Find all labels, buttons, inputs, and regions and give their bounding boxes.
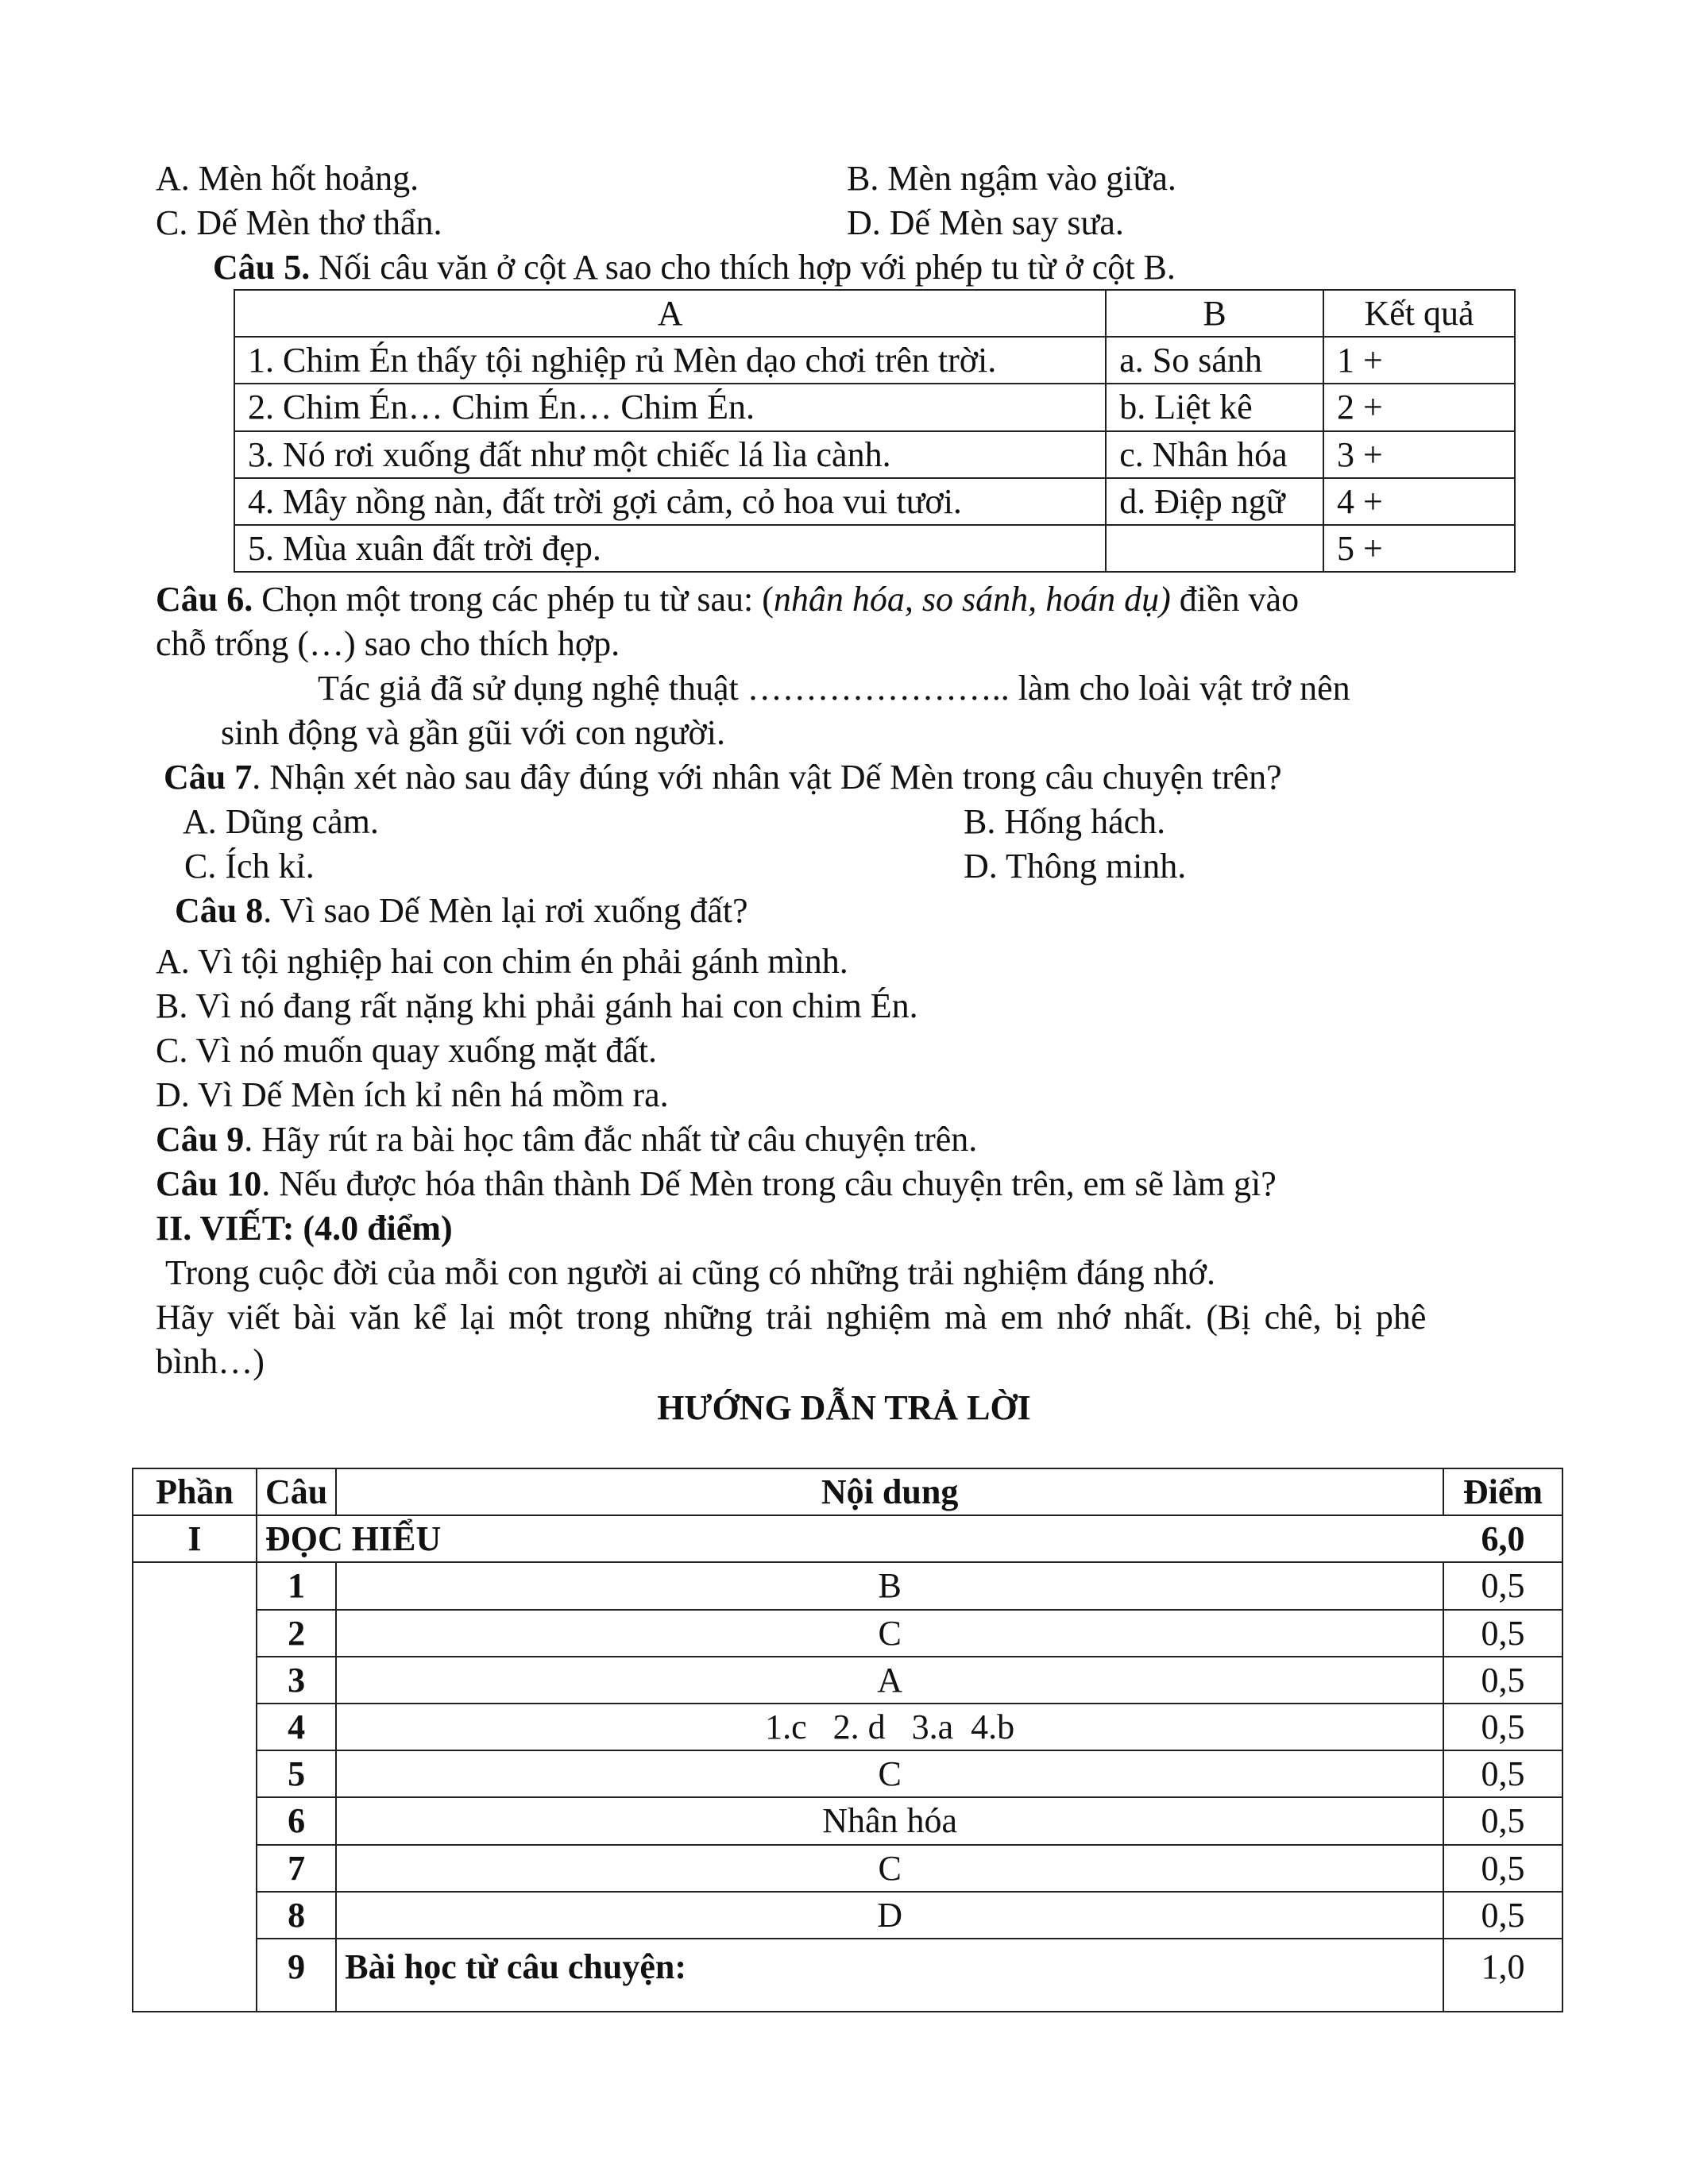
guide-question-number: 5 [257, 1750, 336, 1797]
guide-section-score: 6,0 [1443, 1515, 1562, 1562]
table-row [133, 1610, 1562, 1657]
matching-cell-result: 5 + [1323, 525, 1515, 572]
answer-guide-table [132, 1468, 1563, 2012]
q8-option-c: C. Vì nó muốn quay xuống mặt đất. [156, 1031, 658, 1070]
q4-option-d: D. Dế Mèn say sưa. [847, 203, 1124, 242]
q7-option-d: D. Thông minh. [964, 847, 1187, 886]
q6-line2: chỗ trống (…) sao cho thích hợp. [156, 624, 620, 663]
guide-score: 0,5 [1443, 1797, 1562, 1844]
guide-question-number: 1 [257, 1562, 336, 1609]
matching-cell-result: 3 + [1323, 431, 1515, 478]
q6-fill-sentence-end: sinh động và gần gũi với con người. [221, 713, 725, 752]
matching-cell-b: a. So sánh [1106, 337, 1323, 384]
matching-table [234, 289, 1516, 573]
guide-section-label: ĐỌC HIỂU [257, 1515, 1443, 1562]
q10-prompt [156, 1161, 1277, 1206]
q7-text: . Nhận xét nào sau đây đúng với nhân vật Dế Mèn trong câu chuyện trên? [252, 758, 1282, 797]
guide-section-part: I [133, 1515, 257, 1562]
matching-row [234, 384, 1515, 430]
guide-answer: C [336, 1845, 1443, 1892]
q6-prompt [156, 577, 1299, 622]
guide-question-number: 3 [257, 1657, 336, 1704]
q9-label: Câu 9 [156, 1120, 245, 1159]
guide-score: 0,5 [1443, 1657, 1562, 1704]
guide-question-number: 6 [257, 1797, 336, 1844]
q5-prompt [213, 245, 1176, 290]
q5-label: Câu 5. [213, 248, 311, 287]
q7-label: Câu 7 [164, 758, 253, 797]
q9-text: . Hãy rút ra bài học tâm đắc nhất từ câu chuyện trên. [244, 1120, 978, 1159]
matching-row [234, 525, 1515, 572]
q6-text-end: điền vào [1170, 580, 1300, 619]
guide-title: HƯỚNG DẪN TRẢ LỜI [657, 1388, 1031, 1427]
guide-answer: 1.c 2. d 3.a 4.b [336, 1704, 1443, 1750]
guide-score: 1,0 [1443, 1939, 1562, 2012]
guide-header-content: Nội dung [336, 1468, 1443, 1515]
q8-option-b: B. Vì nó đang rất nặng khi phải gánh hai con chim Én. [156, 986, 918, 1025]
q7-prompt [164, 754, 1282, 800]
guide-score: 0,5 [1443, 1845, 1562, 1892]
matching-cell-a: 1. Chim Én thấy tội nghiệp rủ Mèn dạo chơi trên trời. [234, 337, 1106, 384]
guide-answer: Bài học từ câu chuyện: [336, 1939, 1443, 2012]
q4-option-c: C. Dế Mèn thơ thẩn. [156, 203, 442, 242]
matching-cell-a: 5. Mùa xuân đất trời đẹp. [234, 525, 1106, 572]
q8-option-d: D. Vì Dế Mèn ích kỉ nên há mồm ra. [156, 1075, 669, 1114]
matching-cell-a: 4. Mây nồng nàn, đất trời gợi cảm, cỏ hoa vui tươi. [234, 478, 1106, 525]
writing-task-end: bình…) [156, 1342, 265, 1381]
q9-prompt [156, 1117, 977, 1162]
table-row [133, 1845, 1562, 1892]
guide-answer: A [336, 1657, 1443, 1704]
guide-header-question: Câu [257, 1468, 336, 1515]
q6-fill-sentence: Tác giả đã sử dụng nghệ thuật ………………….. làm cho loài vật trở nên [318, 669, 1350, 708]
q8-text: . Vì sao Dế Mèn lại rơi xuống đất? [263, 891, 748, 930]
matching-cell-result: 4 + [1323, 478, 1515, 525]
guide-answer: C [336, 1750, 1443, 1797]
q7-option-a: A. Dũng cảm. [183, 802, 379, 841]
matching-row [234, 478, 1515, 525]
guide-header-score: Điểm [1443, 1468, 1562, 1515]
matching-cell-result: 2 + [1323, 384, 1515, 430]
table-row [133, 1562, 1562, 1609]
section-writing-heading: II. VIẾT: (4.0 điểm) [156, 1209, 453, 1248]
q10-text: . Nếu được hóa thân thành Dế Mèn trong câu chuyện trên, em sẽ làm gì? [261, 1164, 1277, 1203]
matching-cell-a: 3. Nó rơi xuống đất như một chiếc lá lìa cành. [234, 431, 1106, 478]
writing-intro: Trong cuộc đời của mỗi con người ai cũng có những trải nghiệm đáng nhớ. [165, 1253, 1215, 1292]
guide-question-number: 8 [257, 1892, 336, 1939]
guide-answer: C [336, 1610, 1443, 1657]
matching-cell-a: 2. Chim Én… Chim Én… Chim Én. [234, 384, 1106, 430]
matching-header-row [234, 290, 1515, 337]
guide-answer: B [336, 1562, 1443, 1609]
guide-part-cell-empty [133, 1562, 257, 2012]
guide-header-part: Phần [133, 1468, 257, 1515]
q6-text: Chọn một trong các phép tu từ sau: ( [253, 580, 774, 619]
q7-option-c: C. Ích kỉ. [184, 847, 315, 886]
table-row [133, 1704, 1562, 1750]
q5-text: Nối câu văn ở cột A sao cho thích hợp với phép tu từ ở cột B. [310, 248, 1176, 287]
q8-prompt [175, 888, 747, 933]
guide-score: 0,5 [1443, 1562, 1562, 1609]
matching-cell-b: b. Liệt kê [1106, 384, 1323, 430]
table-row [133, 1750, 1562, 1797]
matching-cell-b [1106, 525, 1323, 572]
q4-option-b: B. Mèn ngậm vào giữa. [847, 159, 1176, 198]
matching-row [234, 431, 1515, 478]
guide-header-row [133, 1468, 1562, 1515]
q7-option-b: B. Hống hách. [964, 802, 1166, 841]
guide-score: 0,5 [1443, 1750, 1562, 1797]
guide-question-number: 2 [257, 1610, 336, 1657]
q10-label: Câu 10 [156, 1164, 262, 1203]
q6-options: nhân hóa, so sánh, hoán dụ) [773, 580, 1171, 619]
matching-row [234, 337, 1515, 384]
q6-label: Câu 6. [156, 580, 253, 619]
table-row [133, 1892, 1562, 1939]
matching-header-result: Kết quả [1323, 290, 1515, 337]
matching-header-a: A [234, 290, 1106, 337]
guide-question-number: 4 [257, 1704, 336, 1750]
guide-question-number: 7 [257, 1845, 336, 1892]
guide-score: 0,5 [1443, 1892, 1562, 1939]
guide-score: 0,5 [1443, 1610, 1562, 1657]
guide-answer: Nhân hóa [336, 1797, 1443, 1844]
table-row [133, 1797, 1562, 1844]
matching-cell-result: 1 + [1323, 337, 1515, 384]
table-row [133, 1939, 1562, 2012]
writing-task: Hãy viết bài văn kể lại một trong những trải nghiệm mà em nhớ nhất. (Bị chê, bị phê [156, 1298, 1427, 1337]
guide-question-number: 9 [257, 1939, 336, 2012]
matching-header-b: B [1106, 290, 1323, 337]
q8-option-a: A. Vì tội nghiệp hai con chim én phải gánh mình. [156, 942, 848, 981]
q4-option-a: A. Mèn hốt hoảng. [156, 159, 419, 198]
guide-section-row [133, 1515, 1562, 1562]
matching-cell-b: d. Điệp ngữ [1106, 478, 1323, 525]
guide-score: 0,5 [1443, 1704, 1562, 1750]
guide-answer: D [336, 1892, 1443, 1939]
table-row [133, 1657, 1562, 1704]
matching-cell-b: c. Nhân hóa [1106, 431, 1323, 478]
q8-label: Câu 8 [175, 891, 264, 930]
